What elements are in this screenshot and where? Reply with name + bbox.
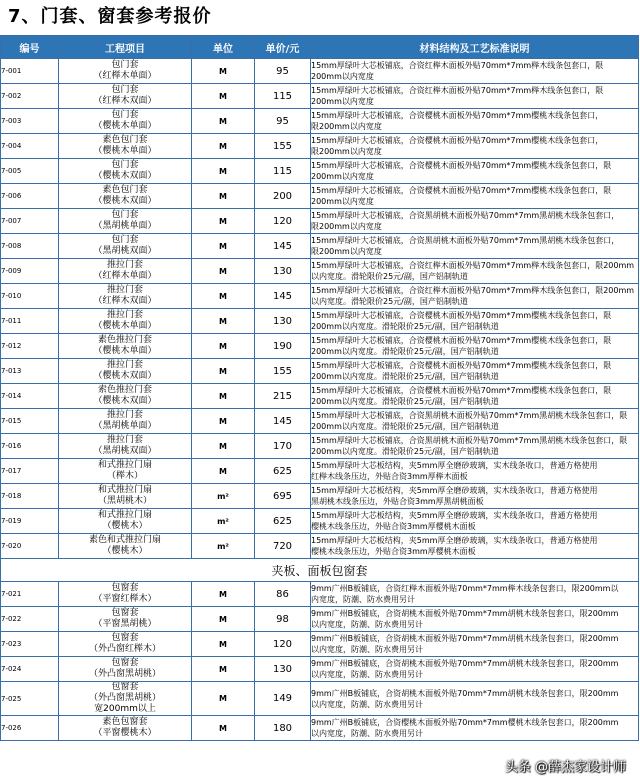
row-desc-line: 9mm广州B板铺底，合资胡桃木面板外贴70mm*7mm胡桃木线条包套口，限200mm	[311, 659, 619, 668]
row-desc	[311, 334, 639, 359]
row-price: 86	[255, 582, 311, 607]
row-desc-line: 黑胡桃木线条压边，外贴合资3mm厚黑胡桃面板	[311, 497, 484, 506]
row-unit: M	[192, 84, 255, 109]
row-item-line: （樱桃木双面）	[93, 371, 157, 381]
table-row	[1, 159, 639, 184]
row-code: 7-001	[1, 59, 59, 84]
row-code: 7-019	[1, 509, 59, 534]
row-unit: M	[192, 284, 255, 309]
row-code: 7-004	[1, 134, 59, 159]
row-item-line: （红榉木双面）	[93, 296, 157, 306]
header-item: 工程项目	[59, 36, 192, 59]
row-item	[59, 459, 192, 484]
row-code: 7-013	[1, 359, 59, 384]
row-item-line: （外凸窗黑胡桃）	[88, 669, 161, 679]
row-item-line: （黑胡桃双面）	[93, 446, 157, 456]
row-price: 170	[255, 434, 311, 459]
row-code: 7-015	[1, 409, 59, 434]
row-item-line: （红榉木单面）	[93, 71, 157, 81]
row-desc-line: 200mm以内宽度	[311, 172, 374, 181]
table-row	[1, 384, 639, 409]
row-unit: M	[192, 134, 255, 159]
row-desc-line: 15mm厚绿叶大芯板铺底，合资樱桃木面板外贴70mm*7mm樱桃木线条包套口，限	[311, 386, 612, 395]
row-item-line: 素色包门套	[102, 135, 148, 145]
row-item-line: 包门套	[111, 235, 139, 245]
row-price: 720	[255, 534, 311, 559]
table-row	[1, 434, 639, 459]
row-desc-line: 200mm以内宽度。滑轮限价25元/副，国产铝制轨道	[311, 422, 499, 431]
row-desc-line: 以内宽度，防潮、防水费用另计	[311, 729, 423, 738]
row-desc	[311, 509, 639, 534]
row-item	[59, 509, 192, 534]
row-code: 7-006	[1, 184, 59, 209]
table-row	[1, 284, 639, 309]
row-desc-line: 以内宽度，防潮、防水费用另计	[311, 670, 423, 679]
row-desc-line: 15mm厚绿叶大芯板结构，夹5mm厚全磨砂玻璃，实木线条收口，普通方格使用	[311, 511, 598, 520]
table-row	[1, 109, 639, 134]
row-unit: M	[192, 434, 255, 459]
row-item	[59, 209, 192, 234]
row-code: 7-005	[1, 159, 59, 184]
row-code: 7-012	[1, 334, 59, 359]
row-desc	[311, 309, 639, 334]
row-item	[59, 159, 192, 184]
row-desc	[311, 184, 639, 209]
row-item-line: （黑胡桃单面）	[93, 221, 157, 231]
row-item-line: 推拉门套	[106, 410, 143, 420]
row-desc-line: 15mm厚绿叶大芯板结构，夹5mm厚全磨砂玻璃，实木线条收口，普通方格使用	[311, 486, 598, 495]
watermark: 头条 @薛杰家设计师	[504, 760, 626, 775]
row-unit: M	[192, 309, 255, 334]
row-desc-line: 以内宽度，防潮、防水费用另计	[311, 645, 423, 654]
row-unit: m²	[192, 509, 255, 534]
table-row	[1, 134, 639, 159]
row-item-line: （黑胡桃单面）	[93, 421, 157, 431]
row-item-line: （平窗樱桃木）	[93, 728, 157, 738]
table-row	[1, 459, 639, 484]
row-item	[59, 716, 192, 741]
table-row	[1, 607, 639, 632]
row-desc	[311, 682, 639, 716]
row-price: 625	[255, 459, 311, 484]
row-item-line: 包窗套	[111, 682, 139, 692]
row-item-line: 推拉门套	[106, 360, 143, 370]
row-item-line: （樱桃木）	[102, 546, 148, 556]
row-unit: m²	[192, 484, 255, 509]
row-desc	[311, 234, 639, 259]
row-item-line: （平窗黑胡桃）	[93, 619, 157, 629]
row-item-line: 素色和式推拉门扇	[88, 535, 161, 545]
row-item-line: 和式推拉门扇	[97, 460, 152, 470]
row-code: 7-009	[1, 259, 59, 284]
row-item-line: 包门套	[111, 110, 139, 120]
row-item-line: 素色包窗套	[102, 717, 148, 727]
row-desc	[311, 434, 639, 459]
row-unit: M	[192, 459, 255, 484]
row-unit: M	[192, 259, 255, 284]
row-desc-line: 15mm厚绿叶大芯板铺底，合资樱桃木面板外贴70mm*7mm樱桃木线条包套口，限	[311, 361, 612, 370]
row-item	[59, 284, 192, 309]
table-row	[1, 209, 639, 234]
row-desc-line: 15mm厚绿叶大芯板铺底，合资樱桃木面板外贴70mm*7mm樱桃木线条包套口，限	[311, 336, 612, 345]
row-item-line: （黑胡桃木）	[97, 496, 152, 506]
table-row	[1, 509, 639, 534]
price-table	[0, 35, 639, 741]
row-price: 95	[255, 109, 311, 134]
table-row	[1, 359, 639, 384]
row-item	[59, 682, 192, 716]
row-unit: M	[192, 607, 255, 632]
row-code: 7-017	[1, 459, 59, 484]
row-code: 7-025	[1, 682, 59, 716]
row-price: 149	[255, 682, 311, 716]
table-row	[1, 259, 639, 284]
row-item-line: （樱桃木单面）	[93, 121, 157, 131]
row-code: 7-023	[1, 632, 59, 657]
section-title: 夹板、面板包窗套	[1, 559, 639, 582]
row-desc-line: 限200mm以内宽度	[311, 147, 382, 156]
row-desc-line: 15mm厚绿叶大芯板铺底，合资樱桃木面板外贴70mm*7mm樱桃木线条包套口，限	[311, 186, 612, 195]
row-item-line: 和式推拉门扇	[97, 510, 152, 520]
row-code: 7-011	[1, 309, 59, 334]
row-code: 7-021	[1, 582, 59, 607]
row-code: 7-002	[1, 84, 59, 109]
row-item-line: （红榉木双面）	[93, 96, 157, 106]
row-desc-line: 200mm以内宽度。滑轮限价25元/副，国产铝制轨道	[311, 397, 499, 406]
row-item-line: 和式推拉门扇	[97, 485, 152, 495]
window-frame-rows	[1, 582, 639, 741]
row-unit: M	[192, 384, 255, 409]
row-item-line: 推拉门套	[106, 260, 143, 270]
row-item-line: （樱桃木双面）	[93, 171, 157, 181]
row-item-line: 包门套	[111, 85, 139, 95]
row-item	[59, 484, 192, 509]
row-desc-line: 9mm广州B板铺底，合资红榉木面板外贴70mm*7mm榉木线条包套口，限200mm以	[311, 584, 619, 593]
row-desc-line: 200mm以内宽度	[311, 97, 374, 106]
header-code: 编号	[1, 36, 59, 59]
table-row	[1, 582, 639, 607]
row-desc-line: 200mm以内宽度	[311, 197, 374, 206]
row-desc-line: 15mm厚绿叶大芯板结构，夹5mm厚全磨砂玻璃，实木线条收口，普通方格使用	[311, 536, 598, 545]
row-item	[59, 632, 192, 657]
row-item-line: （榉木）	[106, 471, 143, 481]
row-unit: M	[192, 234, 255, 259]
row-item	[59, 384, 192, 409]
row-item-line: （平窗红榉木）	[93, 594, 157, 604]
row-item-line: 包门套	[111, 160, 139, 170]
row-desc-line: 15mm厚绿叶大芯板铺底，合资樱桃木面板外贴70mm*7mm樱桃木线条包套口，	[311, 136, 604, 145]
row-unit: M	[192, 632, 255, 657]
table-row	[1, 632, 639, 657]
row-desc-line: 限200mm以内宽度	[311, 247, 382, 256]
header-desc: 材料结构及工艺标准说明	[311, 36, 639, 59]
row-item	[59, 184, 192, 209]
row-unit: M	[192, 59, 255, 84]
row-desc-line: 15mm厚绿叶大芯板铺底，合资红榉木面板外贴70mm*7mm榉木线条包套口，限200mm	[311, 286, 635, 295]
row-price: 115	[255, 84, 311, 109]
row-desc-line: 樱桃木线条压边，外贴合资3mm厚樱桃木面板	[311, 547, 476, 556]
row-price: 200	[255, 184, 311, 209]
row-unit: M	[192, 209, 255, 234]
row-price: 98	[255, 607, 311, 632]
table-row	[1, 84, 639, 109]
row-code: 7-014	[1, 384, 59, 409]
table-header	[1, 36, 639, 59]
row-price: 155	[255, 359, 311, 384]
row-desc-line: 15mm厚绿叶大芯板铺底，合资红榉木面板外贴70mm*7mm榉木线条包套口，限	[311, 61, 604, 70]
row-desc-line: 以内宽度，防潮、防水费用另计	[311, 699, 423, 709]
row-desc-line: 200mm以内宽度。滑轮限价25元/副，国产铝制轨道	[311, 347, 499, 356]
row-item	[59, 134, 192, 159]
row-desc	[311, 159, 639, 184]
table-row	[1, 484, 639, 509]
row-desc-line: 15mm厚绿叶大芯板铺底，合资樱桃木面板外贴70mm*7mm樱桃木线条包套口，	[311, 111, 604, 120]
row-unit: M	[192, 334, 255, 359]
row-desc	[311, 359, 639, 384]
row-desc-line: 红榉木线条压边，外贴合资3mm厚榉木面板	[311, 472, 468, 481]
row-item-line: （樱桃木单面）	[93, 146, 157, 156]
row-desc-line: 15mm厚绿叶大芯板铺底，合资黑胡桃木面板外贴70mm*7mm黑胡桃木线条包套口，	[311, 211, 620, 220]
row-item-line: （樱桃木双面）	[93, 396, 157, 406]
row-desc	[311, 607, 639, 632]
row-unit: M	[192, 184, 255, 209]
row-item-line: 素色包门套	[102, 185, 148, 195]
row-desc	[311, 209, 639, 234]
row-desc	[311, 716, 639, 741]
row-desc-line: 15mm厚绿叶大芯板铺底，合资黑胡桃木面板外贴70mm*7mm黑胡桃木线条包套口，	[311, 236, 620, 245]
row-item-line: 包门套	[111, 60, 139, 70]
row-item-line: （樱桃木双面）	[93, 196, 157, 206]
row-item-line: （樱桃木单面）	[93, 321, 157, 331]
row-price: 190	[255, 334, 311, 359]
row-desc-line: 9mm广州B板铺底，合资樱桃木面板外贴70mm*7mm樱桃木线条包套口，限200mm	[311, 718, 619, 727]
row-unit: M	[192, 682, 255, 716]
row-desc-line: 200mm以内宽度。滑轮限价25元/副，国产铝制轨道	[311, 322, 499, 331]
row-code: 7-010	[1, 284, 59, 309]
row-desc	[311, 84, 639, 109]
row-unit: M	[192, 359, 255, 384]
table-row	[1, 657, 639, 682]
row-item-line: （樱桃木）	[102, 521, 148, 531]
row-unit: m²	[192, 534, 255, 559]
row-desc	[311, 459, 639, 484]
row-item	[59, 259, 192, 284]
row-unit: M	[192, 582, 255, 607]
row-desc-line: 9mm广州B板铺底，合资胡桃木面板外贴70mm*7mm胡桃木线条包套口，限200mm	[311, 688, 619, 698]
row-item	[59, 582, 192, 607]
row-unit: M	[192, 409, 255, 434]
row-price: 180	[255, 716, 311, 741]
door-frame-rows	[1, 59, 639, 559]
row-desc-line: 内宽度，防潮、防水费用另计	[311, 595, 415, 604]
header-unit: 单位	[192, 36, 255, 59]
row-desc	[311, 284, 639, 309]
row-unit: M	[192, 159, 255, 184]
row-item-line: 推拉门套	[106, 435, 143, 445]
row-code: 7-016	[1, 434, 59, 459]
row-item	[59, 434, 192, 459]
row-desc-line: 15mm厚绿叶大芯板铺底，合资黑胡桃木面板外贴70mm*7mm黑胡桃木线条包套口，限	[311, 436, 628, 445]
row-item	[59, 334, 192, 359]
row-item-line: （黑胡桃双面）	[93, 246, 157, 256]
row-price: 215	[255, 384, 311, 409]
table-row	[1, 334, 639, 359]
row-desc	[311, 409, 639, 434]
row-price: 695	[255, 484, 311, 509]
table-row	[1, 234, 639, 259]
row-item-line: 包窗套	[111, 583, 139, 593]
row-desc-line: 15mm厚绿叶大芯板结构，夹5mm厚全磨砂玻璃，实木线条收口，普通方格使用	[311, 461, 598, 470]
row-item	[59, 59, 192, 84]
row-code: 7-022	[1, 607, 59, 632]
row-item	[59, 359, 192, 384]
row-item-line: 推拉门套	[106, 285, 143, 295]
row-code: 7-003	[1, 109, 59, 134]
row-desc-line: 200mm以内宽度。滑轮限价25元/副，国产铝制轨道	[311, 447, 499, 456]
row-unit: M	[192, 716, 255, 741]
row-item-line: 素色推拉门套	[97, 335, 152, 345]
row-desc-line: 以内宽度，防潮、防水费用另计	[311, 620, 423, 629]
row-price: 155	[255, 134, 311, 159]
row-price: 145	[255, 284, 311, 309]
row-desc	[311, 582, 639, 607]
row-item	[59, 607, 192, 632]
row-price: 130	[255, 657, 311, 682]
row-desc	[311, 59, 639, 84]
row-desc-line: 9mm广州B板铺底，合资胡桃木面板外贴70mm*7mm胡桃木线条包套口，限200mm	[311, 609, 619, 618]
row-price: 120	[255, 632, 311, 657]
row-desc-line: 15mm厚绿叶大芯板铺底，合资樱桃木面板外贴70mm*7mm樱桃木线条包套口，限	[311, 311, 612, 320]
row-item-line: （红榉木单面）	[93, 271, 157, 281]
row-item	[59, 657, 192, 682]
row-item	[59, 84, 192, 109]
row-desc-line: 限200mm以内宽度	[311, 222, 382, 231]
row-code: 7-020	[1, 534, 59, 559]
row-desc-line: 15mm厚绿叶大芯板铺底，合资红榉木面板外贴70mm*7mm榉木线条包套口，限200mm	[311, 261, 635, 270]
row-item	[59, 534, 192, 559]
row-item-line: 宽200mm以上	[94, 704, 156, 714]
row-desc-line: 9mm广州B板铺底，合资胡桃木面板外贴70mm*7mm胡桃木线条包套口，限200mm	[311, 634, 619, 643]
row-item-line: 包窗套	[111, 633, 139, 643]
row-unit: M	[192, 657, 255, 682]
row-code: 7-024	[1, 657, 59, 682]
row-item	[59, 109, 192, 134]
row-price: 145	[255, 409, 311, 434]
table-row	[1, 409, 639, 434]
row-desc	[311, 534, 639, 559]
row-desc	[311, 134, 639, 159]
table-row	[1, 716, 639, 741]
row-desc-line: 限200mm以内宽度	[311, 122, 382, 131]
row-desc	[311, 632, 639, 657]
row-price: 145	[255, 234, 311, 259]
page-title: 7、门套、窗套参考报价	[8, 6, 212, 27]
row-item	[59, 234, 192, 259]
row-desc	[311, 484, 639, 509]
row-item	[59, 409, 192, 434]
row-code: 7-007	[1, 209, 59, 234]
row-desc	[311, 109, 639, 134]
row-code: 7-008	[1, 234, 59, 259]
row-item-line: （外凸窗红榉木）	[88, 644, 161, 654]
row-desc-line: 15mm厚绿叶大芯板铺底，合资黑胡桃木面板外贴70mm*7mm黑胡桃木线条包套口，限	[311, 411, 628, 420]
table-row	[1, 309, 639, 334]
row-item-line: （樱桃木单面）	[93, 346, 157, 356]
row-code: 7-018	[1, 484, 59, 509]
row-item	[59, 309, 192, 334]
row-desc-line: 200mm以内宽度	[311, 72, 374, 81]
section-window	[1, 559, 639, 582]
row-desc-line: 15mm厚绿叶大芯板铺底，合资樱桃木面板外贴70mm*7mm樱桃木线条包套口，限	[311, 161, 612, 170]
table-row	[1, 682, 639, 716]
row-code: 7-026	[1, 716, 59, 741]
row-item-line: 包门套	[111, 210, 139, 220]
row-price: 625	[255, 509, 311, 534]
row-price: 115	[255, 159, 311, 184]
row-item-line: 推拉门套	[106, 310, 143, 320]
row-price: 120	[255, 209, 311, 234]
row-desc	[311, 259, 639, 284]
row-desc	[311, 384, 639, 409]
row-price: 130	[255, 309, 311, 334]
row-item-line: （外凸窗黑胡桃）	[88, 693, 161, 703]
row-item-line: 索色推拉门套	[97, 385, 152, 395]
row-item-line: 包窗套	[111, 658, 139, 668]
row-unit: M	[192, 109, 255, 134]
row-desc-line: 以内宽度。滑轮限价25元/副，国产铝制轨道	[311, 272, 468, 281]
row-desc-line: 樱桃木线条压边，外贴合资3mm厚樱桃木面板	[311, 522, 476, 531]
table-row	[1, 184, 639, 209]
row-price: 130	[255, 259, 311, 284]
row-desc-line: 以内宽度。滑轮限价25元/副，国产铝制轨道	[311, 297, 468, 306]
header-price: 单价/元	[255, 36, 311, 59]
row-desc	[311, 657, 639, 682]
row-price: 95	[255, 59, 311, 84]
row-desc-line: 200mm以内宽度。滑轮限价25元/副，国产铝制轨道	[311, 372, 499, 381]
row-item-line: 包窗套	[111, 608, 139, 618]
table-row	[1, 59, 639, 84]
table-row	[1, 534, 639, 559]
row-desc-line: 15mm厚绿叶大芯板铺底，合资红榉木面板外贴70mm*7mm榉木线条包套口，限	[311, 86, 604, 95]
